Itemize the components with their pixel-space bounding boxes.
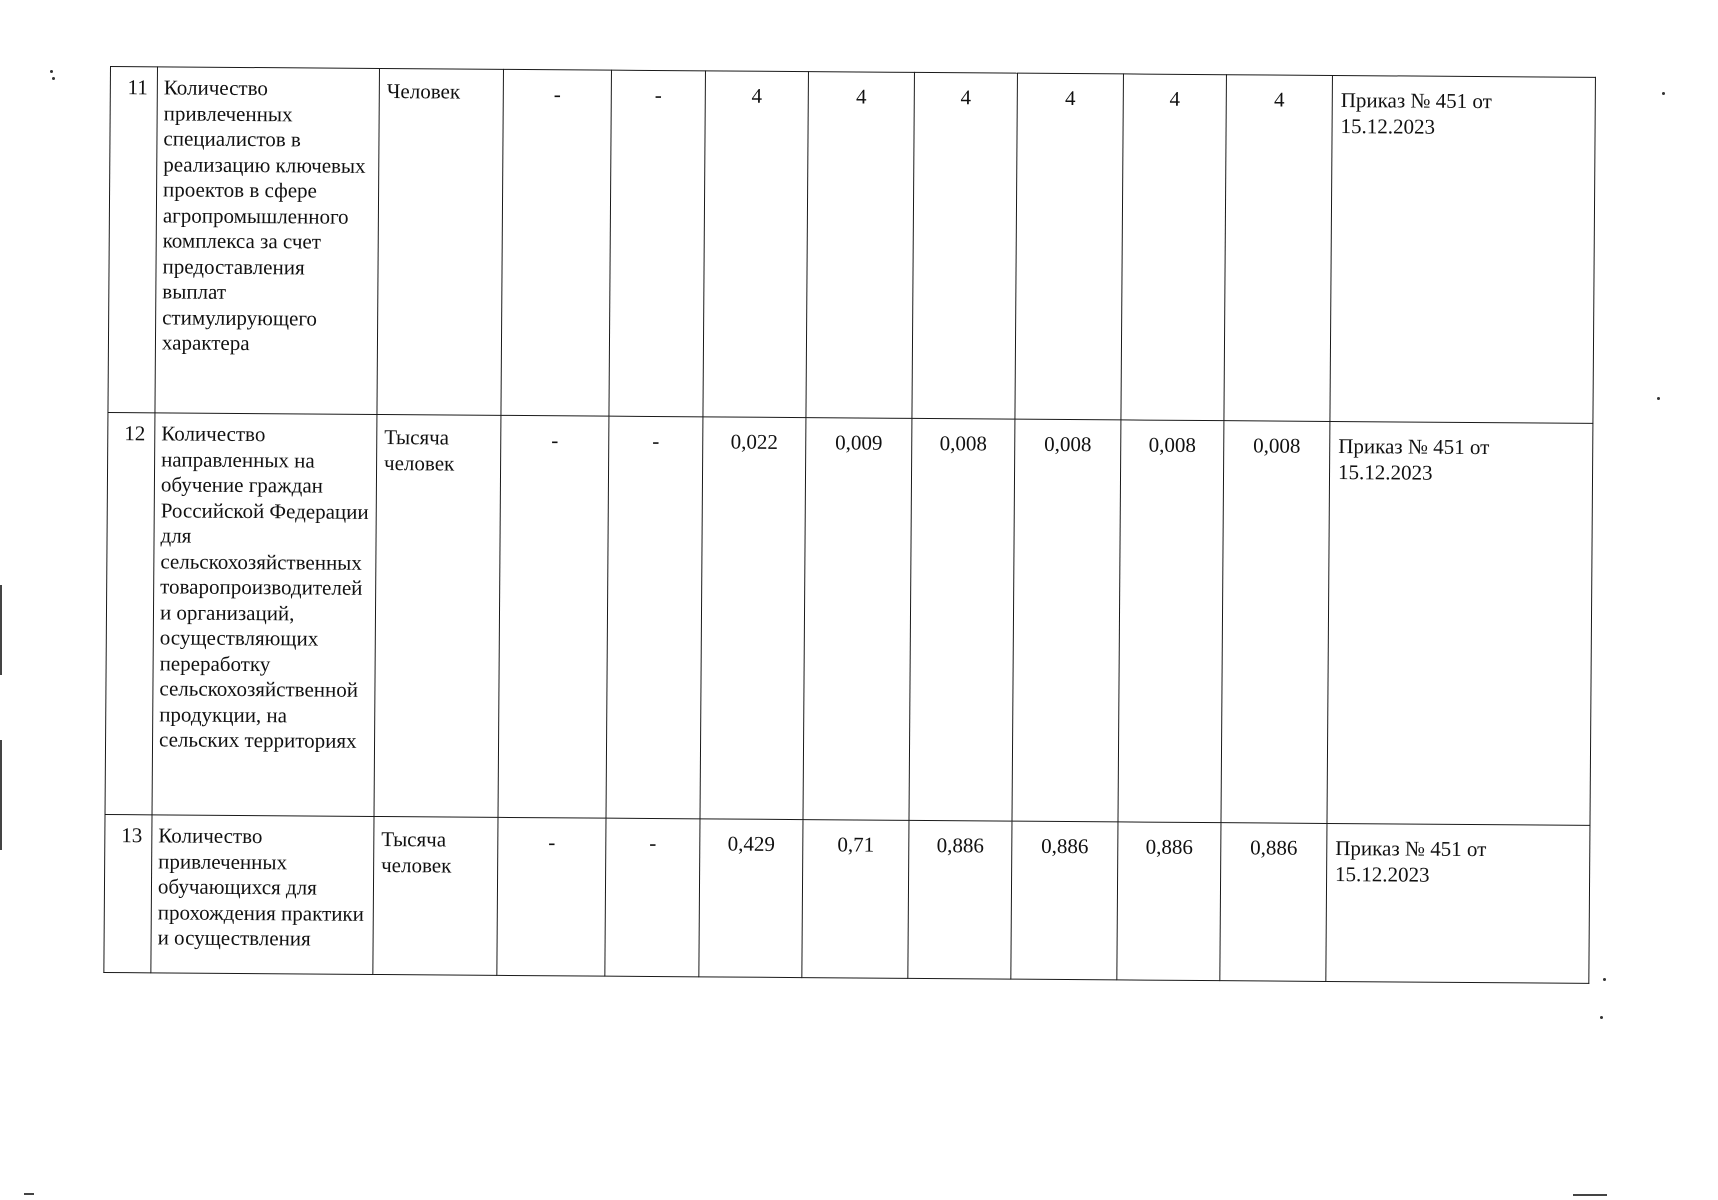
scan-edge-mark xyxy=(0,740,2,850)
value-cell: 0,008 xyxy=(1221,421,1330,824)
value-cell: 0,886 xyxy=(1011,821,1118,980)
unit-cell: Человек xyxy=(377,68,504,415)
value-cell: - xyxy=(609,70,706,417)
value-cell: 0,71 xyxy=(802,820,909,979)
scan-speck xyxy=(50,70,53,73)
value-cell: 0,886 xyxy=(908,820,1012,979)
scan-speck xyxy=(1662,92,1665,95)
indicator-name: Количество привлеченных обучающихся для прохождения практики и осуществления xyxy=(151,815,374,975)
value-cell: 0,008 xyxy=(1012,419,1121,822)
value-cell: 4 xyxy=(1224,75,1333,422)
indicators-table xyxy=(103,66,1596,984)
scan-speck xyxy=(1600,1016,1603,1019)
value-cell: - xyxy=(497,817,606,976)
row-number: 11 xyxy=(108,67,158,413)
unit-cell: Тысяча человек xyxy=(373,816,498,975)
value-cell: - xyxy=(606,416,703,819)
value-cell: - xyxy=(605,818,700,977)
value-cell: 0,008 xyxy=(1118,420,1224,823)
unit-cell: Тысяча человек xyxy=(374,414,501,817)
value-cell: 4 xyxy=(1121,74,1227,421)
scan-speck xyxy=(1657,397,1660,400)
value-cell: 4 xyxy=(1015,73,1124,420)
indicator-name: Количество привлеченных специалистов в реализацию ключевых проектов в сфере агропромышленного комплекса за счет предоставления выплат стимулирующего характера xyxy=(155,67,380,415)
value-cell: 4 xyxy=(806,72,915,419)
scan-speck xyxy=(52,77,55,80)
reference-cell: Приказ № 451 от 15.12.2023 xyxy=(1327,421,1593,825)
value-cell: 0,886 xyxy=(1220,823,1327,982)
table-row xyxy=(108,67,1595,424)
value-cell: 0,022 xyxy=(700,417,806,820)
value-cell: 0,008 xyxy=(909,418,1015,821)
scan-speck xyxy=(1603,978,1606,981)
reference-cell: Приказ № 451 от 15.12.2023 xyxy=(1326,823,1590,983)
scan-edge-mark xyxy=(24,1193,34,1195)
indicator-name: Количество направленных на обучение граждан Российской Федерации для сельскохозяйственных товаропроизводителей и организаций, осуществляющих переработку сельскохозяйственной продукции, на сельских территориях xyxy=(152,413,377,817)
reference-cell: Приказ № 451 от 15.12.2023 xyxy=(1330,75,1596,423)
table-row xyxy=(105,412,1593,825)
value-cell: 4 xyxy=(703,71,809,418)
value-cell: 4 xyxy=(912,72,1018,419)
scan-edge-mark xyxy=(1573,1194,1607,1196)
value-cell: - xyxy=(498,415,609,818)
value-cell: 0,429 xyxy=(699,819,803,978)
row-number: 12 xyxy=(105,412,155,814)
row-number: 13 xyxy=(104,814,152,972)
value-cell: 0,886 xyxy=(1117,822,1221,981)
scan-edge-mark xyxy=(0,585,2,675)
value-cell: 0,009 xyxy=(803,418,912,821)
value-cell: - xyxy=(501,69,612,416)
table-row xyxy=(104,814,1590,983)
